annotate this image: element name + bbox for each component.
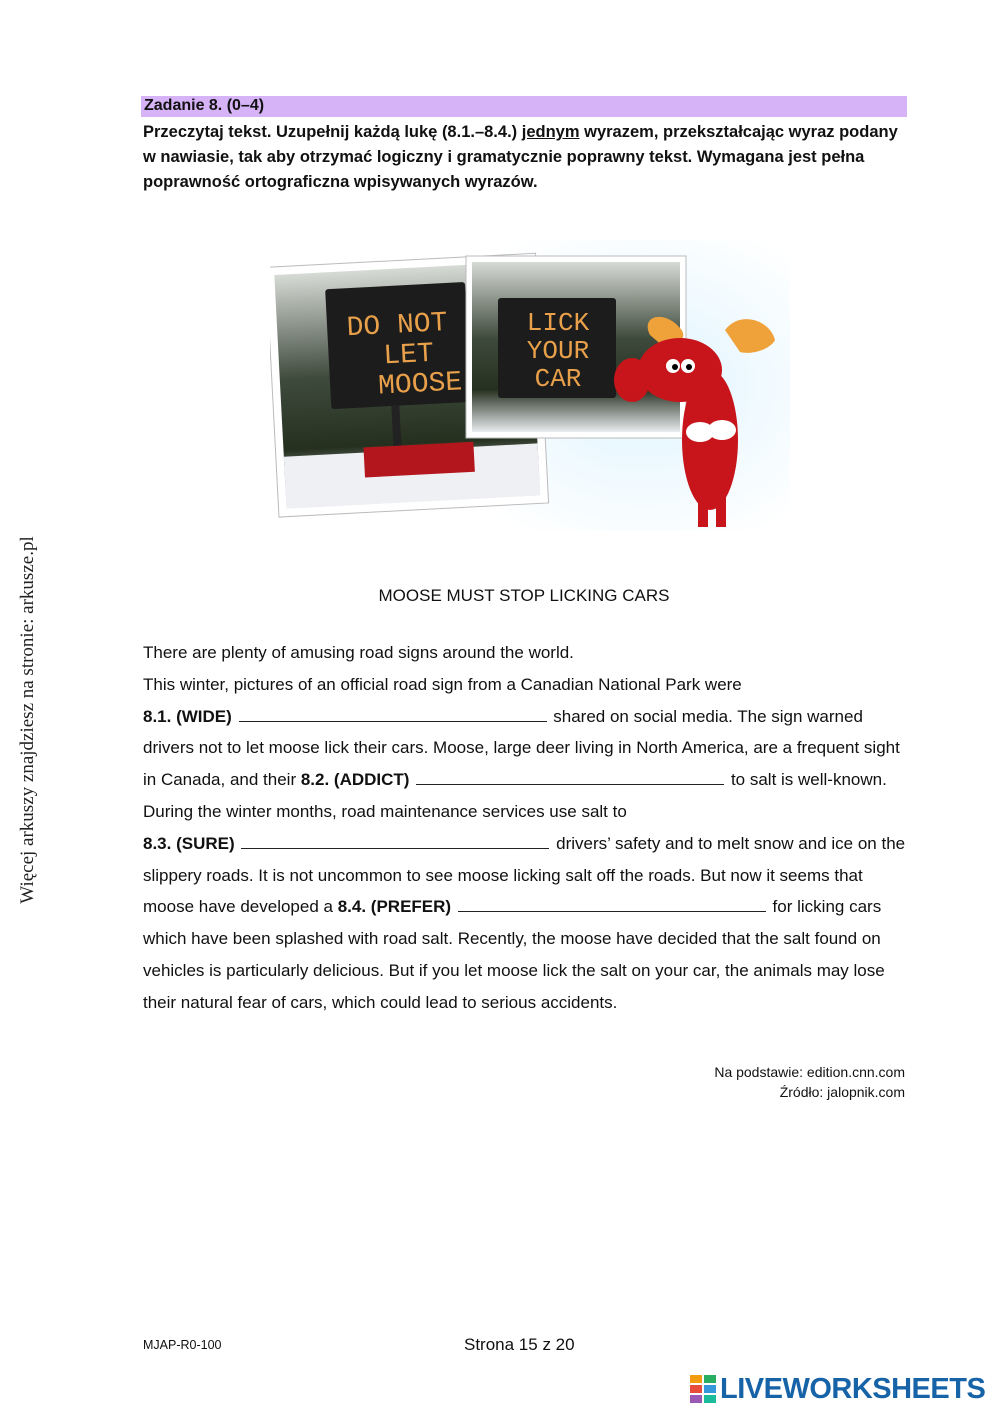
instruction-emphasis: jednym [521, 123, 580, 141]
sign1-line1: DO NOT [346, 307, 449, 345]
gap-8-1-input[interactable] [239, 705, 547, 722]
paragraph-2 [143, 669, 913, 1019]
gap-8-2-after: to salt is well-known. During the winter months, road maintenance services use salt to [143, 770, 887, 821]
paragraph-1: There are plenty of amusing road signs around the world. [143, 643, 574, 662]
article-body [143, 637, 913, 1019]
page-number: Strona 15 z 20 [464, 1335, 575, 1354]
instruction-part2: wyrazem, przekształcając wyraz podany w nawiasie, tak aby otrzymać logiczny i gramatycznie poprawny tekst. Wymagana jest pełna poprawność ortograficzna wpisywanych wyrazów. [143, 123, 898, 191]
illustration-svg [270, 240, 790, 530]
task-header-bar [141, 96, 907, 117]
p2-intro: This winter, pictures of an official road sign from a Canadian National Park were [143, 674, 742, 694]
sign1-line2: LET [382, 338, 435, 373]
gap-8-1-after: shared on social media. The sign warned drivers not to let moose lick their cars. Moose, large deer living in North America, are a frequent sight in Canada, and their [143, 706, 900, 790]
gap-8-3-label: 8.3. (SURE) [143, 833, 235, 853]
liveworksheets-brand [690, 1372, 985, 1406]
gap-8-2-input[interactable] [416, 768, 724, 785]
sign2-line3: CAR [534, 364, 582, 394]
sidebar-text: Więcej arkuszy znajdziesz na stronie: arkusze.pl [17, 536, 38, 904]
sign2-line1: LICK [526, 308, 590, 338]
gap-8-4-after: for licking cars which have been splashed with road salt. Recently, the moose have decided that the salt found on vehicles is particularly delicious. But if you let moose lick the salt on your car, the animals may lose their natural fear of cars, which could lead to serious accidents. [143, 897, 885, 1012]
article-title: MOOSE MUST STOP LICKING CARS [378, 586, 670, 605]
task-header: Zadanie 8. (0–4) [144, 97, 265, 114]
exam-code: MJAP-R0-100 [143, 1338, 222, 1352]
gap-8-4-label: 8.4. (PREFER) [337, 897, 452, 917]
sign1-line3: MOOSE [377, 367, 464, 403]
gap-8-4-input[interactable] [458, 895, 766, 912]
gap-8-3-input[interactable] [241, 832, 549, 849]
liveworksheets-logo-icon [690, 1375, 716, 1403]
sign2-line2: YOUR [526, 336, 590, 366]
sidebar-watermark [8, 520, 48, 920]
gap-8-2-label: 8.2. (ADDICT) [300, 770, 410, 790]
gap-8-1-label: 8.1. (WIDE) [143, 706, 232, 726]
road-sign-illustration [270, 240, 790, 530]
source-note [714, 1062, 905, 1102]
trailer [363, 442, 474, 478]
task-instruction [143, 120, 913, 195]
source-line-2: Źródło: jalopnik.com [779, 1084, 905, 1100]
gap-8-3-after: drivers’ safety and to melt snow and ice on the slippery roads. It is not uncommon to see moose licking salt off the roads. But now it seems that moose have developed a [143, 833, 906, 917]
brand-text: LIVEWORKSHEETS [720, 1372, 986, 1405]
source-line-1: Na podstawie: edition.cnn.com [714, 1064, 905, 1080]
instruction-part1: Przeczytaj tekst. Uzupełnij każdą lukę (8.1.–8.4.) [143, 123, 522, 141]
